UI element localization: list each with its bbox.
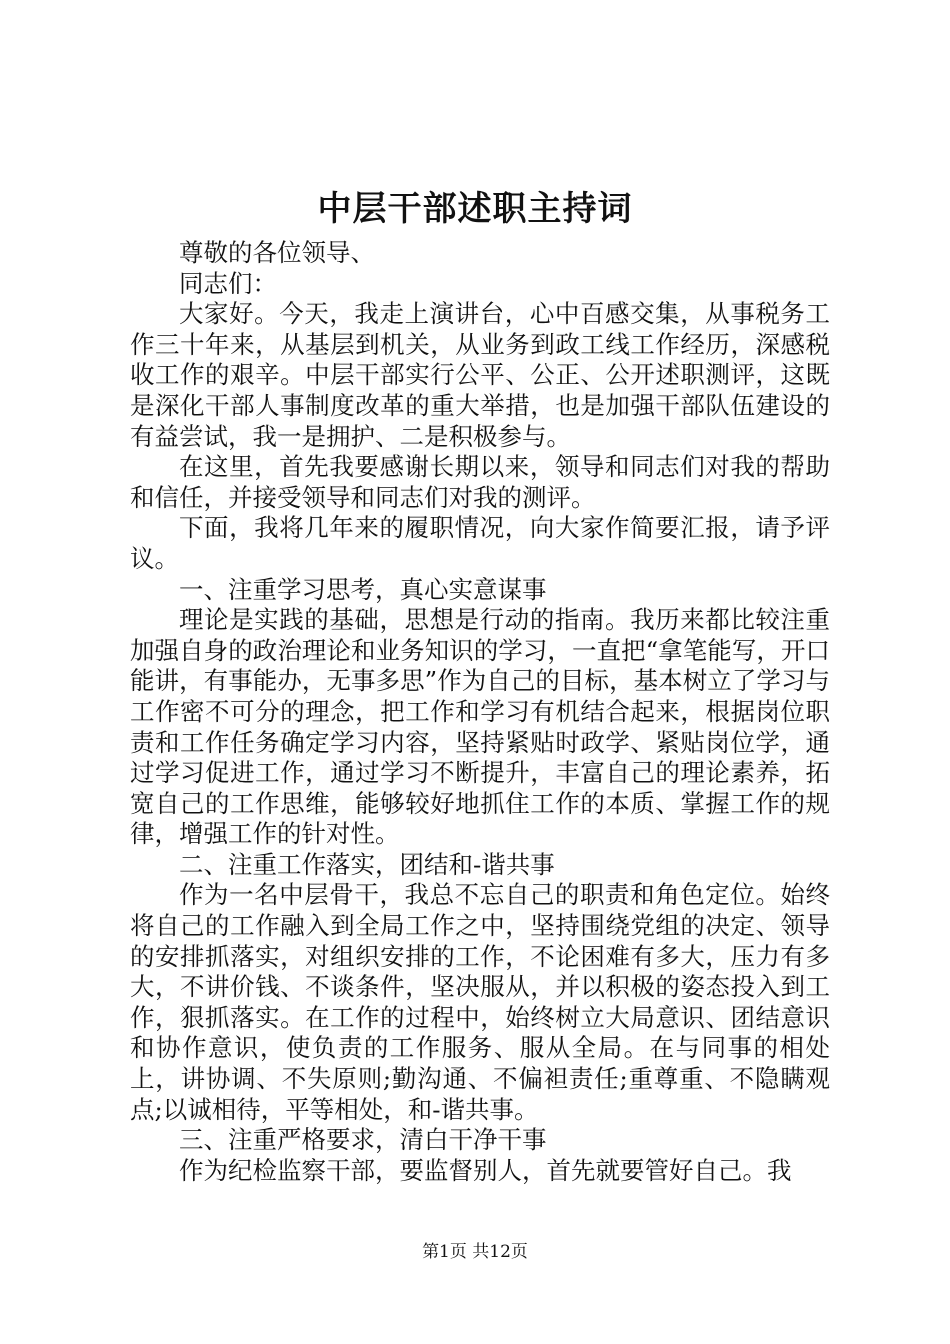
paragraph: 理论是实践的基础，思想是行动的指南。我历来都比较注重加强自身的政治理论和业务知识的学习，一直把“拿笔能写，开口能讲，有事能办，无事多思”作为自己的目标，基本树立了学习与工作密不可分的理念，把工作和学习有机结合起来，根据岗位职责和工作任务确定学习内容，坚持紧贴时政学、紧贴岗位学，通过学习促进工作，通过学习不断提升，丰富自己的理论素养，拓宽自己的工作思维，能够较好地抓住工作的本质、掌握工作的规律，增强工作的针对性。 xyxy=(130,605,830,849)
section-heading: 一、注重学习思考，真心实意谋事 xyxy=(179,574,547,604)
paragraph: 下面，我将几年来的履职情况，向大家作简要汇报，请予评议。 xyxy=(130,513,830,573)
paragraph: 作为一名中层骨干，我总不忘自己的职责和角色定位。始终将自己的工作融入到全局工作之中，坚持围绕党组的决定、领导的安排抓落实，对组织安排的工作，不论困难有多大，压力有多大，不讲价钱、不谈条件，坚决服从，并以积极的姿态投入到工作，狠抓落实。在工作的过程中，始终树立大局意识、团结意识和协作意识，使负责的工作服务、服从全局。在与同事的相处上，讲协调、不失原则;勤沟通、不偏袒责任;重尊重、不隐瞒观点;以诚相待，平等相处，和-谐共事。 xyxy=(130,880,830,1124)
paragraph: 在这里，首先我要感谢长期以来，领导和同志们对我的帮助和信任，并接受领导和同志们对我的测评。 xyxy=(130,452,830,512)
document-body xyxy=(130,238,830,1186)
paragraph: 大家好。今天，我走上演讲台，心中百感交集，从事税务工作三十年来，从基层到机关，从业务到政工线工作经历，深感税收工作的艰辛。中层干部实行公平、公正、公开述职测评，这既是深化干部人事制度改革的重大举措，也是加强干部队伍建设的有益尝试，我一是拥护、二是积极参与。 xyxy=(130,299,830,451)
section-heading: 三、注重严格要求，清白干净干事 xyxy=(179,1125,547,1155)
document-title: 中层干部述职主持词 xyxy=(317,189,633,229)
page-number-footer: 第1页 共12页 xyxy=(422,1242,528,1262)
paragraph: 作为纪检监察干部，要监督别人，首先就要管好自己。我 xyxy=(179,1155,792,1185)
salutation-line: 同志们： xyxy=(179,268,277,298)
salutation-line: 尊敬的各位领导、 xyxy=(179,238,375,267)
section-heading: 二、注重工作落实，团结和-谐共事 xyxy=(179,849,555,879)
